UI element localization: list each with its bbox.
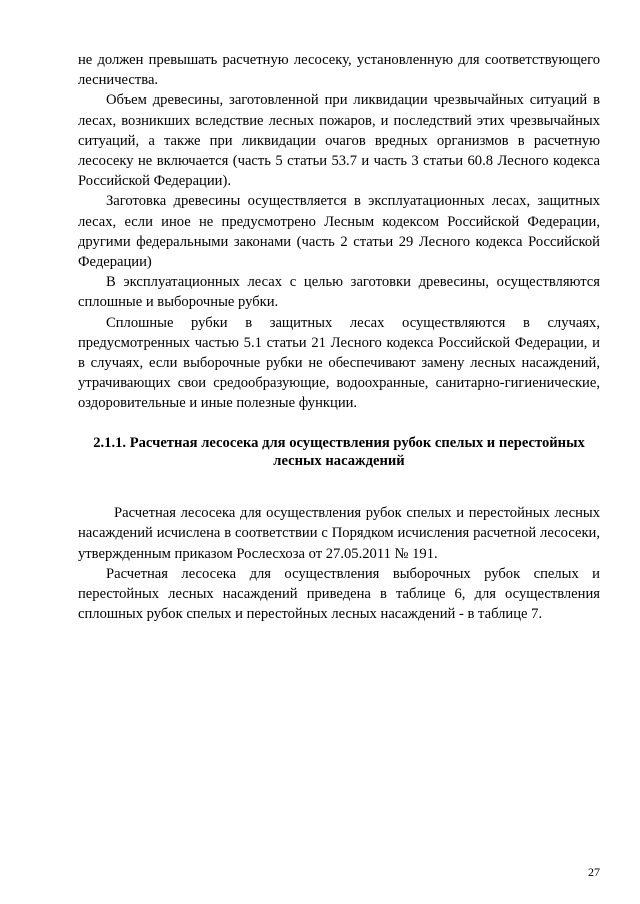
- paragraph-clear-cutting: Сплошные рубки в защитных лесах осуществляются в случаях, предусмотренных частью 5.1 статьи 21 Лесного кодекса Российской Федерации, и в случаях, если выборочные рубки не обеспечивают замену лесных насаждений, утрачивающих свои средообразующие, водоохранные, санитарно-гигиенические, оздоровительные и иные полезные функции.: [78, 314, 600, 412]
- paragraph-exploitation-forests: В эксплуатационных лесах с целью заготовки древесины, осуществляются сплошные и выборочные рубки.: [78, 274, 600, 311]
- paragraph-harvesting-forests: Заготовка древесины осуществляется в эксплуатационных лесах, защитных лесах, если иное не предусмотрено Лесным кодексом Российской Федерации, другими федеральными законами (часть 2 статьи 29 Лесного кодекса Российской Федерации): [78, 193, 600, 271]
- paragraph-continuation: не должен превышать расчетную лесосеку, установленную для соответствующего лесничества.: [78, 52, 600, 89]
- page-content: [78, 50, 600, 624]
- section-heading: 2.1.1. Расчетная лесосека для осуществления рубок спелых и перестойных лесных насаждений: [93, 434, 585, 470]
- paragraph-allowable-cut-tables: Расчетная лесосека для осуществления выборочных рубок спелых и перестойных лесных насаждений приведена в таблице 6, для осуществления сплошных рубок спелых и перестойных лесных насаждений - в таблице 7.: [78, 565, 600, 623]
- paragraph-allowable-cut-calculation: Расчетная лесосека для осуществления рубок спелых и перестойных лесных насаждений исчислена в соответствии с Порядком исчисления расчетной лесосеки, утвержденным приказом Рослесхоза от 27.05.2011 № 191.: [78, 505, 600, 562]
- paragraph-emergency-timber: Объем древесины, заготовленной при ликвидации чрезвычайных ситуаций в лесах, возникших вследствие лесных пожаров, и последствий этих чрезвычайных ситуаций, а также при ликвидации очагов вредных организмов в расчетную лесосеку не включается (часть 5 статьи 53.7 и часть 3 статьи 60.8 Лесного кодекса Российской Федерации).: [78, 92, 600, 190]
- page-number: 27: [588, 865, 600, 879]
